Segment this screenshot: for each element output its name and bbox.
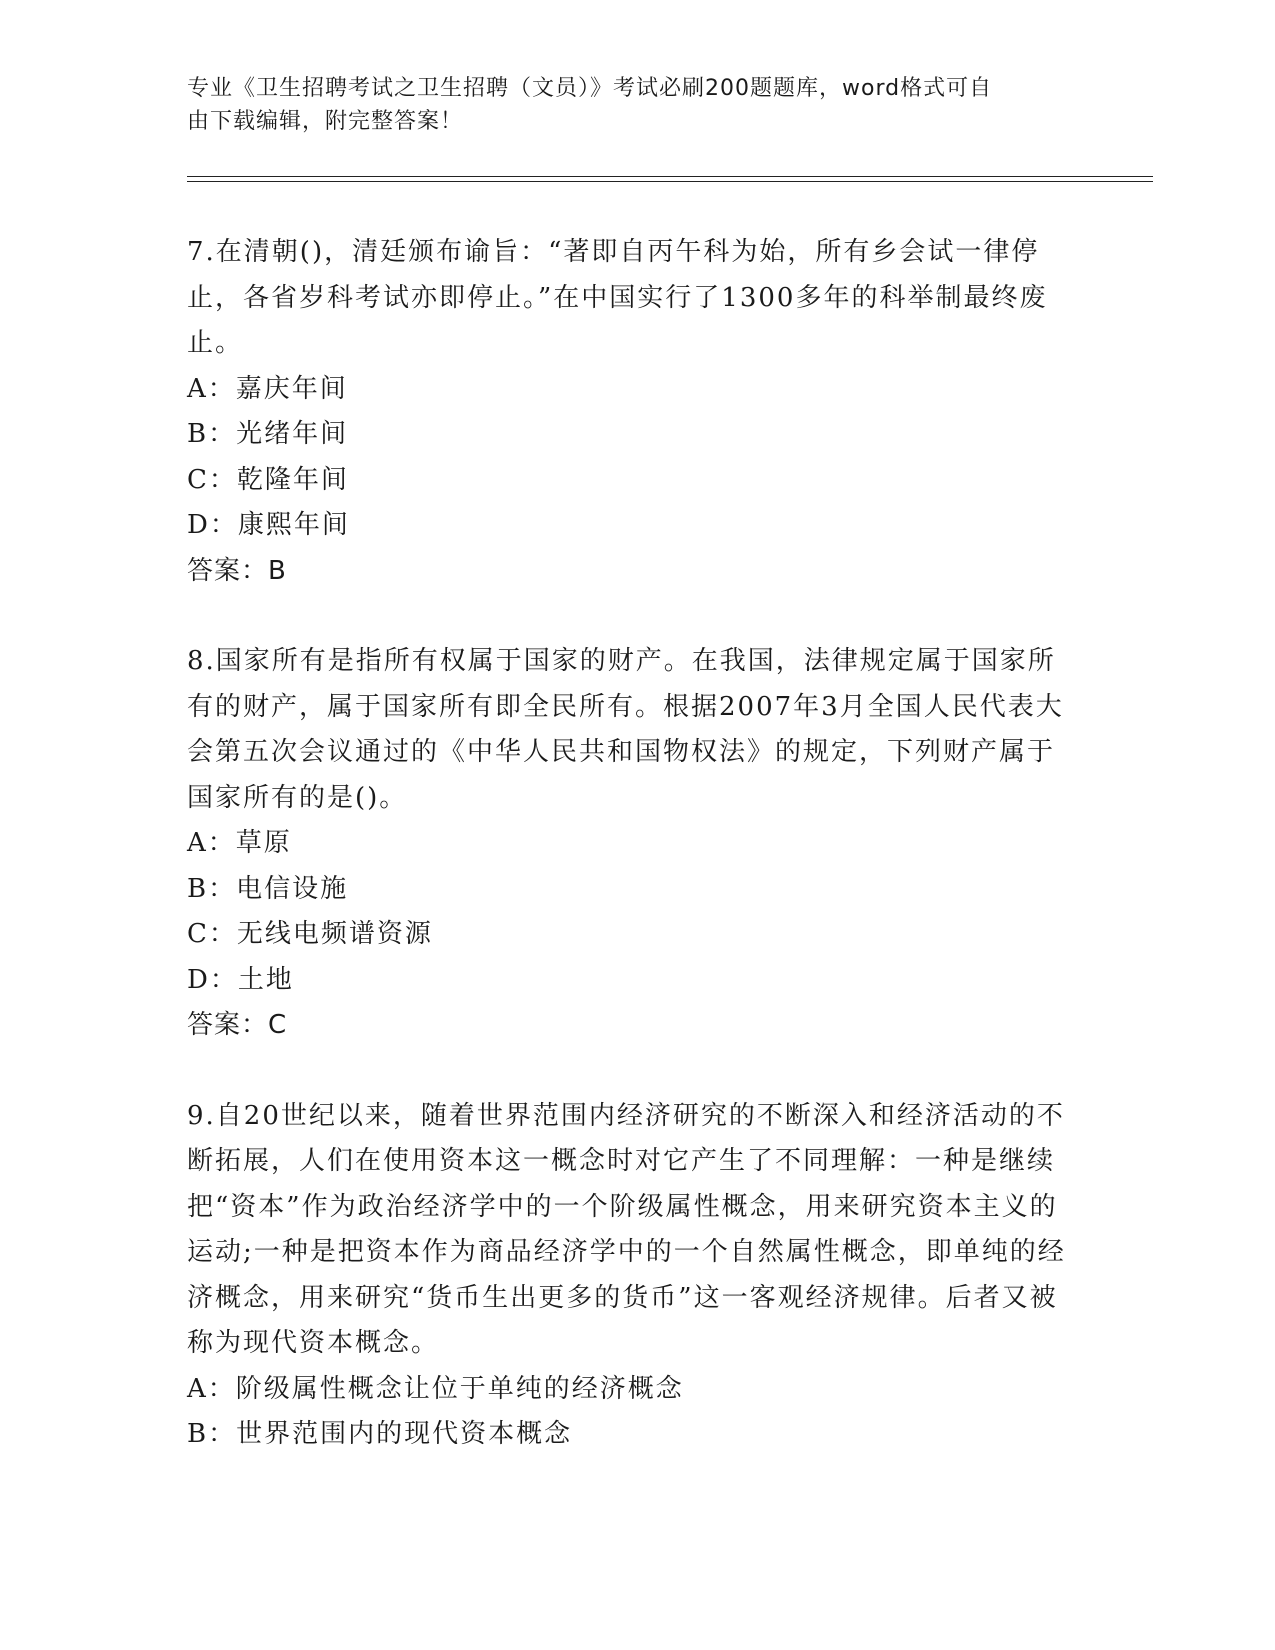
option-b: B：世界范围内的现代资本概念 bbox=[187, 1419, 573, 1449]
option-c: C：无线电频谱资源 bbox=[187, 919, 433, 949]
option-d: D：康熙年间 bbox=[187, 510, 350, 540]
document-header bbox=[187, 72, 1067, 138]
option-a: A：嘉庆年间 bbox=[187, 373, 348, 404]
header-divider-top bbox=[187, 176, 1153, 177]
option-b: B：电信设施 bbox=[187, 873, 349, 904]
question-text: 8.国家所有是指所有权属于国家的财产。在我国，法律规定属于国家所有的财产，属于国家所有即全民所有。根据2007年3月全国人民代表大会第五次会议通过的《中华人民共和国物权法》的规定，下列财产属于国家所有的是()。 bbox=[187, 646, 1064, 813]
answer-label: 答案：B bbox=[187, 555, 287, 586]
option-b: B：光绪年间 bbox=[187, 419, 349, 449]
question-8 bbox=[187, 639, 1067, 1049]
header-line-2: 由下载编辑，附完整答案！ bbox=[187, 109, 464, 134]
question-9 bbox=[187, 1094, 1067, 1458]
question-7 bbox=[187, 230, 1067, 594]
header-divider-bottom bbox=[187, 181, 1153, 182]
question-text: 7.在清朝()，清廷颁布谕旨：“著即自丙午科为始，所有乡会试一律停止，各省岁科考试亦即停止。”在中国实行了1300多年的科举制最终废止。 bbox=[187, 237, 1048, 358]
option-a: A：草原 bbox=[187, 828, 292, 858]
question-list bbox=[187, 230, 1067, 1503]
option-d: D：土地 bbox=[187, 964, 294, 995]
option-c: C：乾隆年间 bbox=[187, 464, 349, 495]
option-a: A：阶级属性概念让位于单纯的经济概念 bbox=[187, 1373, 684, 1404]
header-line-1: 专业《卫生招聘考试之卫生招聘（文员）》考试必刷200题题库，word格式可自 bbox=[187, 76, 993, 101]
answer-label: 答案：C bbox=[187, 1010, 288, 1040]
question-text: 9.自20世纪以来，随着世界范围内经济研究的不断深入和经济活动的不断拓展，人们在使用资本这一概念时对它产生了不同理解：一种是继续把“资本”作为政治经济学中的一个阶级属性概念，用来研究资本主义的运动;一种是把资本作为商品经济学中的一个自然属性概念，即单纯的经济概念，用来研究“货币生出更多的货币”这一客观经济规律。后者又被称为现代资本概念。 bbox=[187, 1100, 1066, 1358]
